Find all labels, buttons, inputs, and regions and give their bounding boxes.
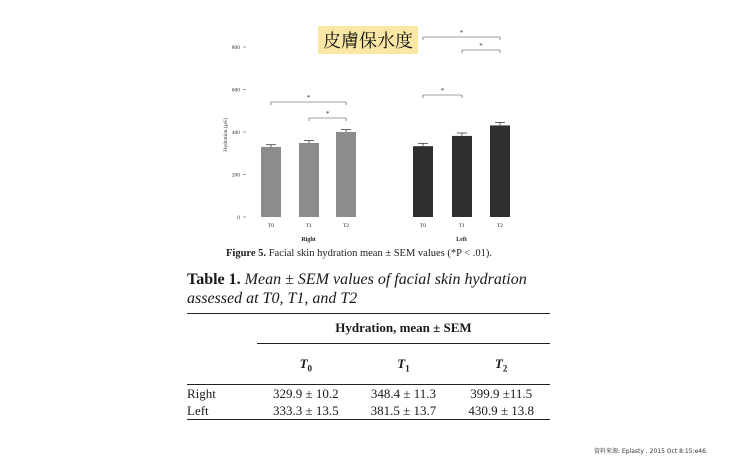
- x-axis-labels: [268, 223, 503, 243]
- y-axis-title: Hydration (µS): [223, 118, 229, 152]
- column-header-t1: $T_1$: [397, 355, 410, 374]
- table-row: [187, 385, 550, 403]
- significance-marker: *: [440, 87, 445, 95]
- figure-caption-lead: Figure 5.: [226, 248, 267, 259]
- bar: [261, 147, 281, 217]
- row-label: Right: [187, 386, 216, 402]
- table-title: [187, 270, 557, 308]
- bar: [336, 132, 356, 217]
- y-tick-label: 200: [231, 172, 240, 179]
- table-title-lead: Table 1.: [187, 271, 241, 288]
- table-cell: 333.3 ± 13.5: [273, 403, 339, 419]
- y-tick-label: 600: [231, 87, 240, 94]
- bar: [452, 136, 472, 217]
- figure-caption-text: Facial skin hydration mean ± SEM values (*P < .01).: [268, 248, 492, 259]
- bar: [299, 143, 319, 217]
- x-tick-label: T0: [267, 223, 275, 229]
- table-cell: 430.9 ± 13.8: [468, 403, 534, 419]
- significance-marker: *: [306, 94, 311, 102]
- table-cell: 329.9 ± 10.2: [273, 386, 339, 402]
- x-tick-label: T2: [496, 223, 504, 229]
- x-tick-label: T1: [458, 223, 466, 229]
- group-label: Left: [456, 237, 467, 243]
- source-note: 資料來源: Eplasty . 2015 Oct 8:15:e46.: [594, 448, 708, 455]
- column-header-t2: $T_2$: [494, 355, 508, 374]
- y-tick-label: 400: [231, 129, 240, 136]
- hydration-table: [187, 313, 550, 420]
- y-axis-ticks: [232, 45, 246, 221]
- table-cell: 381.5 ± 13.7: [370, 403, 437, 419]
- significance-marker: *: [325, 110, 330, 118]
- y-tick-label: 0: [237, 214, 240, 221]
- significance-marker: *: [479, 42, 483, 50]
- overlay-title: 皮膚保水度: [318, 26, 418, 54]
- group-label: Right: [301, 237, 316, 243]
- hydration-bar-chart: [218, 20, 538, 248]
- column-header-t0: $T_0$: [299, 355, 313, 374]
- table-title-rest: Mean ± SEM values of facial skin hydration assessed at T0, T1, and T2: [187, 271, 527, 307]
- bars: [261, 123, 510, 217]
- bar: [413, 146, 433, 217]
- table-cell: 348.4 ± 11.3: [370, 386, 437, 402]
- significance-marker: *: [459, 29, 464, 37]
- table-row: [187, 402, 550, 419]
- figure-caption: [226, 248, 492, 259]
- x-tick-label: T1: [305, 223, 313, 229]
- y-tick-label: 800: [231, 44, 240, 51]
- bar: [490, 125, 510, 217]
- table-group-header: Hydration, mean ± SEM: [335, 320, 472, 335]
- x-tick-label: T2: [342, 223, 350, 229]
- row-label: Left: [187, 403, 209, 419]
- table-cell: 399.9 ±11.5: [470, 386, 533, 402]
- x-tick-label: T0: [419, 223, 427, 229]
